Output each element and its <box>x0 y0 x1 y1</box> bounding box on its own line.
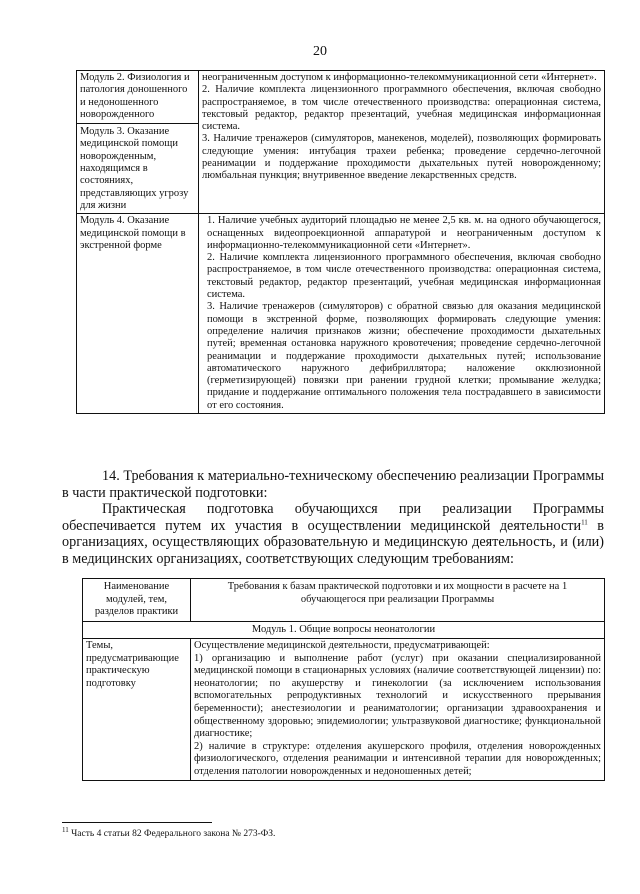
section-paragraph <box>62 501 604 567</box>
section-14 <box>62 468 604 567</box>
requirements-cell <box>199 71 605 214</box>
requirement-item: 3. Наличие тренажеров (симуляторов) с обратной связью для оказания медицинской помощи в экстренной форме, позволяющих формировать следующие умения: определение наличия признаков жизни; обеспечение проходимости дыхательных путей; временная остановка наружного кровотечения; проведение сердечно-легочной реанимации и поддержание проходимости дыхательных путей; использование автоматического наружного дефибриллятора; наложение окклюзионной (герметизирующей) повязки при ранении грудной клетки; промывание желудка; придание и поддержание оптимального положения тела пострадавшего в зависимости от его состояния. <box>207 301 601 411</box>
module-cell <box>77 71 199 214</box>
module-cell <box>77 214 199 414</box>
footnote-divider <box>62 822 212 823</box>
footnote-text: Часть 4 статьи 82 Федерального закона № 273-ФЗ. <box>68 829 276 839</box>
page-number: 20 <box>313 44 327 59</box>
requirement-item: 1) организацию и выполнение работ (услуг) при оказании специализированной медицинской помощи в стационарных условиях (наличие соответствующей лицензии) по: неонатологии; по акушерству и гинекологии (за исключением использования вспомогательных репродуктивных технологий и искусственного прерывания беременности); анестезиологии и реаниматологии; организации здравоохранения и общественному здоровью; эпидемиологии; ультразвуковой диагностике; функциональной диагностике; <box>194 652 601 740</box>
paragraph-text: Практическая подготовка обучающихся при реализации Программы обеспечивается путем их участия в осуществлении медицинской деятельности <box>62 501 604 534</box>
module-name: Модуль 4. Оказание медицинской помощи в экстренной форме <box>80 215 186 251</box>
column-header: Требования к базам практической подготовки и их мощности в расчете на 1 обучающегося при реализации Программы <box>191 579 605 622</box>
module-title: Модуль 1. Общие вопросы неонатологии <box>83 621 605 639</box>
module-name: Модуль 2. Физиология и патология доношенного и недоношенного новорожденного <box>80 72 190 120</box>
topic-cell: Темы, предусматривающие практическую подготовку <box>83 639 191 781</box>
paragraph-text: в организациях, осуществляющих образовательную и медицинскую деятельность, и (или) в медицинских организациях, соответствующих следующим требованиям: <box>62 517 604 567</box>
module-name: Модуль 3. Оказание медицинской помощи новорожденным, находящимся в состояниях, представляющих угрозу для жизни <box>77 123 198 212</box>
table-row <box>77 214 605 414</box>
requirement-item: 2. Наличие комплекта лицензионного программного обеспечения, включая свободно распространяемое, в том числе отечественного производства: операционная система, текстовый редактор, редактор презентаций, учебная медицинская информационная система. <box>207 252 601 301</box>
requirements-cell <box>199 214 605 414</box>
requirement-item: 2) наличие в структуре: отделения акушерского профиля, отделения новорожденных физиологического, отделения реанимации и интенсивной терапии для новорожденных; отделения патологии новорожденных и недоношенных детей; <box>194 740 601 777</box>
requirement-item: Осуществление медицинской деятельности, предусматривающей: <box>194 640 490 651</box>
footnote <box>62 825 276 839</box>
practice-bases-table <box>82 578 605 781</box>
table-row <box>83 639 605 781</box>
requirement-item: 1. Наличие учебных аудиторий площадью не менее 2,5 кв. м. на одного обучающегося, оснащенных видеопроекционной аппаратурой и неограниченным доступом к информационно-телекоммуникационной сети «Интернет». <box>207 215 601 251</box>
requirement-item: 3. Наличие тренажеров (симуляторов, манекенов, моделей), позволяющих формировать следующие умения: интубация трахеи ребенка; проведение сердечно-легочной реанимации и поддержание проходимости дыхательных путей новорожденному; люмбальная пункция; внутривенное введение лекарственных средств. <box>202 133 601 182</box>
footnote-ref: 11 <box>581 517 588 526</box>
table-row <box>77 71 605 214</box>
module-row <box>83 621 605 639</box>
requirement-item: неограниченным доступом к информационно-телекоммуникационной сети «Интернет». <box>202 72 597 83</box>
equipment-table <box>76 70 605 414</box>
section-heading: 14. Требования к материально-техническому обеспечению реализации Программы в части практической подготовки: <box>62 468 604 501</box>
requirements-cell <box>191 639 605 781</box>
footnote-marker: 11 <box>62 825 69 834</box>
requirement-item: 2. Наличие комплекта лицензионного программного обеспечения, включая свободно распространяемое, в том числе отечественного производства: операционная система, текстовый редактор, редактор презентаций, учебная медицинская информационная система. <box>202 84 601 133</box>
column-header: Наименование модулей, тем, разделов практики <box>83 579 191 622</box>
table-header-row <box>83 579 605 622</box>
